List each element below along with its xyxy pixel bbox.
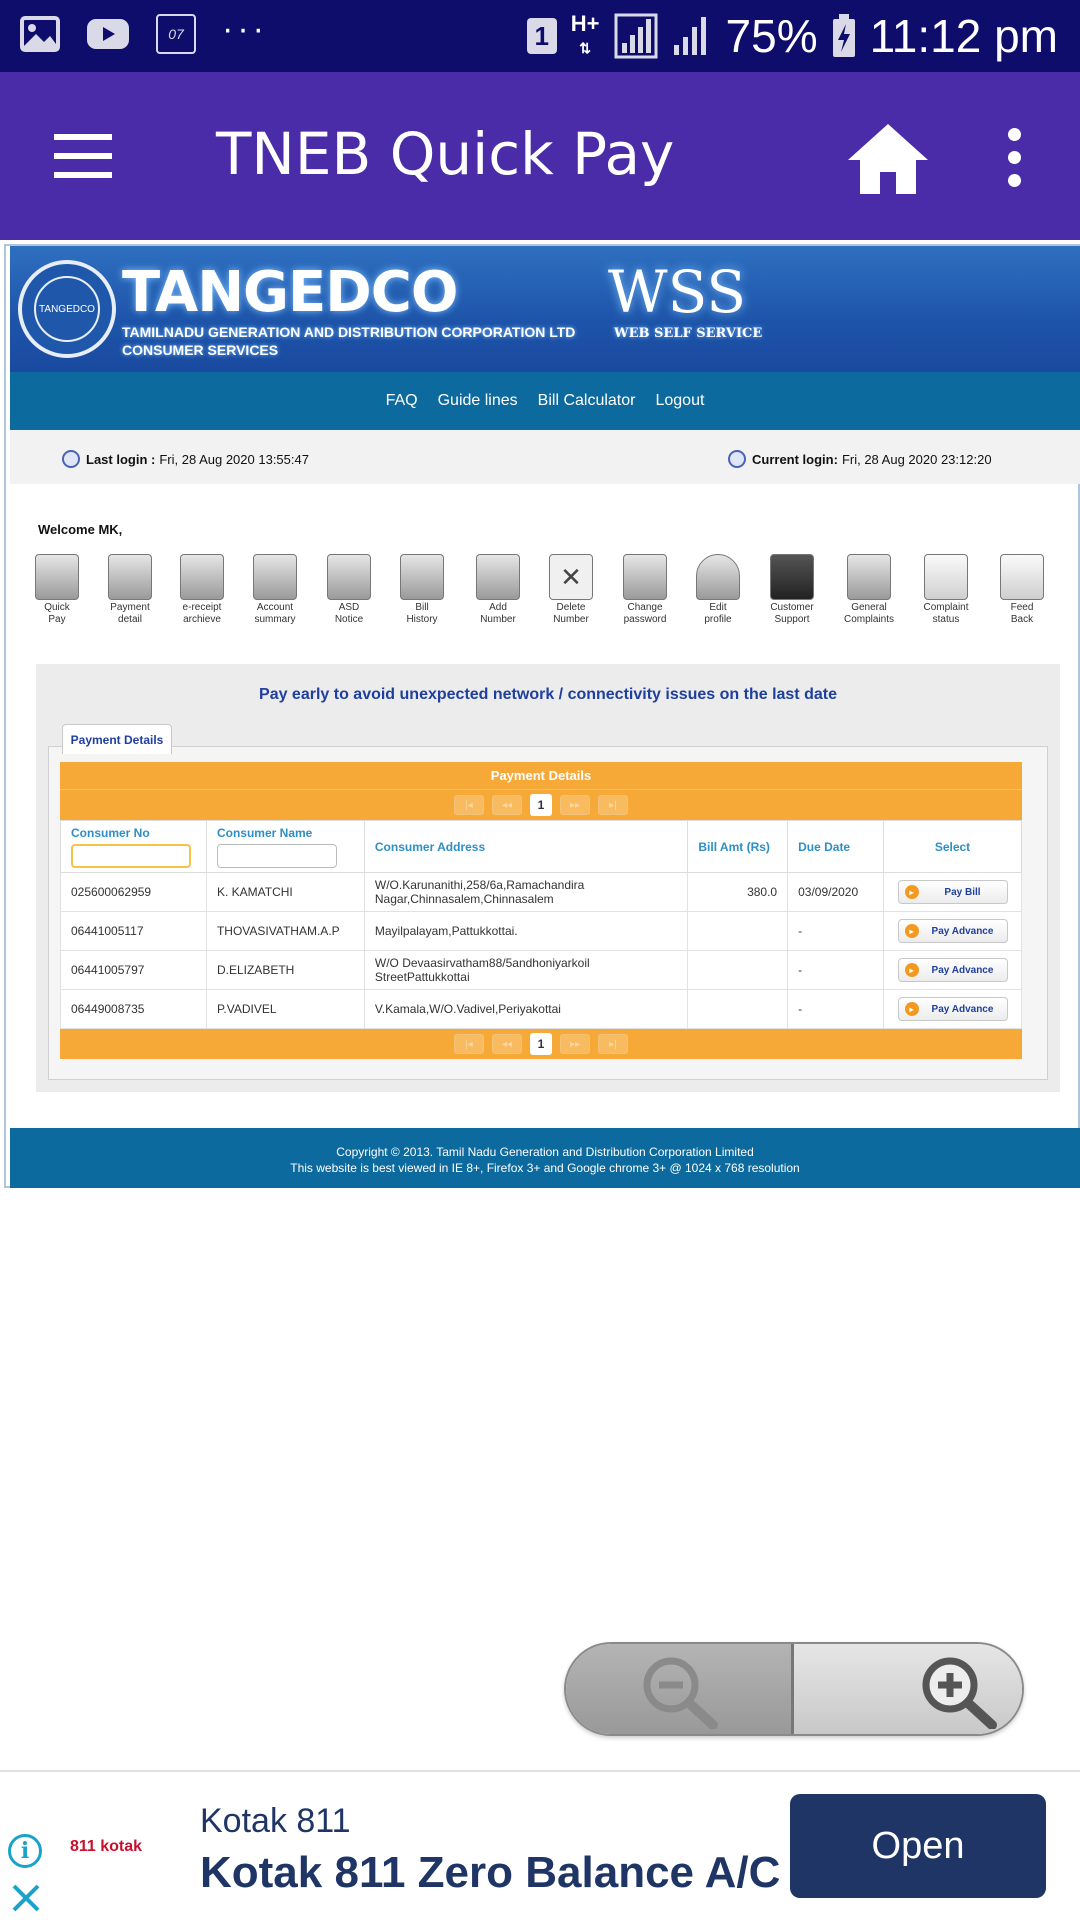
due-date-cell: - [788, 990, 884, 1029]
table-row [61, 990, 1022, 1029]
arrow-icon: ▸ [905, 885, 919, 899]
service-delete-number[interactable]: ✕ Delete Number [536, 554, 606, 626]
bill-amt-cell [688, 912, 788, 951]
brand-subtitle-2: CONSUMER SERVICES [122, 342, 279, 358]
app-bar [0, 72, 1080, 240]
table-row [61, 912, 1022, 951]
nav-bill-calculator[interactable]: Bill Calculator [537, 392, 636, 409]
nav-faq[interactable]: FAQ [385, 392, 418, 409]
calendar-icon [156, 14, 196, 54]
account-summary-icon [253, 554, 297, 600]
signal-2-icon [672, 13, 712, 59]
wss-logo: WSS [608, 258, 747, 326]
delete-number-icon: ✕ [549, 554, 593, 600]
first-page-button[interactable]: |◂ [454, 1034, 484, 1054]
general-complaints-icon [847, 554, 891, 600]
service-general-complaints[interactable]: General Complaints [834, 554, 904, 626]
consumer-name-cell: P.VADIVEL [206, 990, 364, 1029]
calendar-day: 07 [168, 26, 184, 42]
consumer-name-cell: THOVASIVATHAM.A.P [206, 912, 364, 951]
service-change-password[interactable]: Change password [610, 554, 680, 626]
col-consumer-no: Consumer No [61, 821, 207, 873]
site-footer [10, 1128, 1080, 1188]
service-icons [34, 554, 1054, 634]
arrow-icon: ▸ [905, 924, 919, 938]
consumer-address-cell: W/O Devaasirvatham88/5andhoniyarkoil StreetPattukkottai [364, 951, 687, 990]
col-due-date: Due Date [788, 821, 884, 873]
customer-support-icon [770, 554, 814, 600]
page-number[interactable]: 1 [530, 794, 552, 816]
first-page-button[interactable]: |◂ [454, 795, 484, 815]
feedback-envelope-icon [1000, 554, 1044, 600]
app-title: TNEB Quick Pay [216, 120, 675, 188]
ad-banner [0, 1770, 1080, 1920]
prev-page-button[interactable]: ◂◂ [492, 1034, 522, 1054]
home-icon[interactable] [846, 120, 930, 196]
brand-name: TANGEDCO [122, 260, 458, 325]
pay-bill-button[interactable]: ▸ Pay Bill [898, 880, 1008, 904]
prev-page-button[interactable]: ◂◂ [492, 795, 522, 815]
service-quick-pay[interactable]: Quick Pay [22, 554, 92, 626]
arrow-icon: ▸ [905, 963, 919, 977]
browser-note: This website is best viewed in IE 8+, Firefox 3+ and Google chrome 3+ @ 1024 x 768 resolution [290, 1161, 800, 1175]
consumer-no-cell: 025600062959 [61, 873, 207, 912]
service-bill-history[interactable]: Bill History [387, 554, 457, 626]
youtube-icon [86, 17, 130, 51]
gallery-icon [20, 16, 60, 52]
col-select: Select [884, 821, 1022, 873]
edit-profile-icon [696, 554, 740, 600]
last-page-button[interactable]: ▸| [598, 795, 628, 815]
nav-guide-lines[interactable]: Guide lines [437, 392, 518, 409]
ad-open-button[interactable]: Open [790, 1794, 1046, 1898]
table-row [61, 873, 1022, 912]
login-info [10, 430, 1080, 484]
quick-pay-icon [35, 554, 79, 600]
asd-notice-icon [327, 554, 371, 600]
due-date-cell: - [788, 951, 884, 990]
zoom-control [564, 1642, 1024, 1736]
ad-headline: Kotak 811 Zero Balance A/C [200, 1848, 781, 1897]
clock-icon [728, 450, 746, 468]
brand-subtitle: TAMILNADU GENERATION AND DISTRIBUTION CORPORATION LTD [122, 324, 576, 340]
service-feedback[interactable]: Feed Back [987, 554, 1057, 626]
notification-icons [20, 9, 268, 54]
grid-caption: Payment Details [60, 762, 1022, 790]
current-login: Current login: Fri, 28 Aug 2020 23:12:20 [728, 450, 992, 468]
bill-history-icon [400, 554, 444, 600]
ad-title: Kotak 811 [200, 1802, 351, 1840]
service-edit-profile[interactable]: Edit profile [683, 554, 753, 626]
ad-close-icon[interactable] [10, 1882, 42, 1914]
welcome-text: Welcome MK, [38, 522, 123, 537]
page-number[interactable]: 1 [530, 1033, 552, 1055]
payment-detail-icon [108, 554, 152, 600]
consumer-name-cell: K. KAMATCHI [206, 873, 364, 912]
col-consumer-name: Consumer Name [206, 821, 364, 873]
last-login: Last login : Fri, 28 Aug 2020 13:55:47 [62, 450, 309, 468]
consumer-name-filter-input[interactable] [217, 844, 337, 868]
clock: 11:12 pm [869, 10, 1058, 62]
service-e-receipt[interactable]: e-receipt archieve [167, 554, 237, 626]
change-password-icon [623, 554, 667, 600]
consumer-no-cell: 06441005117 [61, 912, 207, 951]
kotak-logo: 811 kotak [70, 1838, 143, 1855]
zoom-out-button[interactable] [566, 1644, 794, 1734]
zoom-in-icon [912, 1649, 1002, 1729]
main-panel [36, 664, 1060, 1092]
consumer-address-cell: W/O.Karunanithi,258/6a,Ramachandira Nagar,Chinnasalem,Chinnasalem [364, 873, 687, 912]
zoom-out-icon [633, 1649, 723, 1729]
col-consumer-address: Consumer Address [364, 821, 687, 873]
zoom-in-button[interactable] [794, 1644, 1022, 1734]
signal-1-icon [614, 13, 658, 59]
system-indicators [527, 0, 1058, 72]
grid-pager-bottom [60, 1029, 1022, 1059]
more-notifications-icon: ··· [222, 9, 268, 48]
site-nav [10, 372, 1080, 430]
pay-advance-button[interactable]: ▸ Pay Advance [898, 997, 1008, 1021]
col-bill-amt: Bill Amt (Rs) [688, 821, 788, 873]
wss-subtitle: WEB SELF SERVICE [614, 326, 763, 341]
bill-amt-cell [688, 951, 788, 990]
e-receipt-icon [180, 554, 224, 600]
consumer-no-cell: 06449008735 [61, 990, 207, 1029]
menu-icon[interactable] [54, 134, 112, 178]
status-bar [0, 0, 1080, 72]
consumer-address-cell: Mayilpalayam,Pattukkottai. [364, 912, 687, 951]
pay-early-notice: Pay early to avoid unexpected network / connectivity issues on the last date [259, 686, 837, 703]
service-asd-notice[interactable]: ASD Notice [314, 554, 384, 626]
sim-badge: 1 [527, 18, 557, 54]
battery-charging-icon [832, 14, 856, 58]
complaint-status-icon [924, 554, 968, 600]
service-customer-support[interactable]: Customer Support [757, 554, 827, 626]
service-complaint-status[interactable]: Complaint status [911, 554, 981, 626]
tab-payment-details[interactable]: Payment Details [62, 724, 172, 754]
add-number-icon [476, 554, 520, 600]
tangedco-logo: TANGEDCO [18, 260, 116, 358]
due-date-cell: - [788, 912, 884, 951]
site-banner [10, 246, 1080, 372]
payment-table [60, 820, 1022, 1029]
service-add-number[interactable]: Add Number [463, 554, 533, 626]
webview [4, 244, 1080, 1188]
consumer-address-cell: V.Kamala,W/O.Vadivel,Periyakottai [364, 990, 687, 1029]
consumer-name-cell: D.ELIZABETH [206, 951, 364, 990]
due-date-cell: 03/09/2020 [788, 873, 884, 912]
next-page-button[interactable]: ▸▸ [560, 1034, 590, 1054]
payment-grid [60, 762, 1022, 1059]
consumer-no-filter-input[interactable] [71, 844, 191, 868]
bill-amt-cell [688, 990, 788, 1029]
consumer-no-cell: 06441005797 [61, 951, 207, 990]
last-page-button[interactable]: ▸| [598, 1034, 628, 1054]
network-type-indicator: H+ ⇅ [570, 11, 600, 56]
bill-amt-cell: 380.0 [688, 873, 788, 912]
battery-percent: 75% [725, 10, 818, 62]
ad-info-icon[interactable]: i [8, 1834, 42, 1868]
service-payment-detail[interactable]: Payment detail [95, 554, 165, 626]
copyright-text: Copyright © 2013. Tamil Nadu Generation and Distribution Corporation Limited [336, 1145, 754, 1159]
nav-logout[interactable]: Logout [655, 392, 705, 409]
more-options-icon[interactable] [1004, 128, 1024, 188]
pay-advance-button[interactable]: ▸ Pay Advance [898, 958, 1008, 982]
clock-icon [62, 450, 80, 468]
pay-advance-button[interactable]: ▸ Pay Advance [898, 919, 1008, 943]
arrow-icon: ▸ [905, 1002, 919, 1016]
next-page-button[interactable]: ▸▸ [560, 795, 590, 815]
service-account-summary[interactable]: Account summary [240, 554, 310, 626]
grid-pager-top [60, 790, 1022, 820]
table-row [61, 951, 1022, 990]
